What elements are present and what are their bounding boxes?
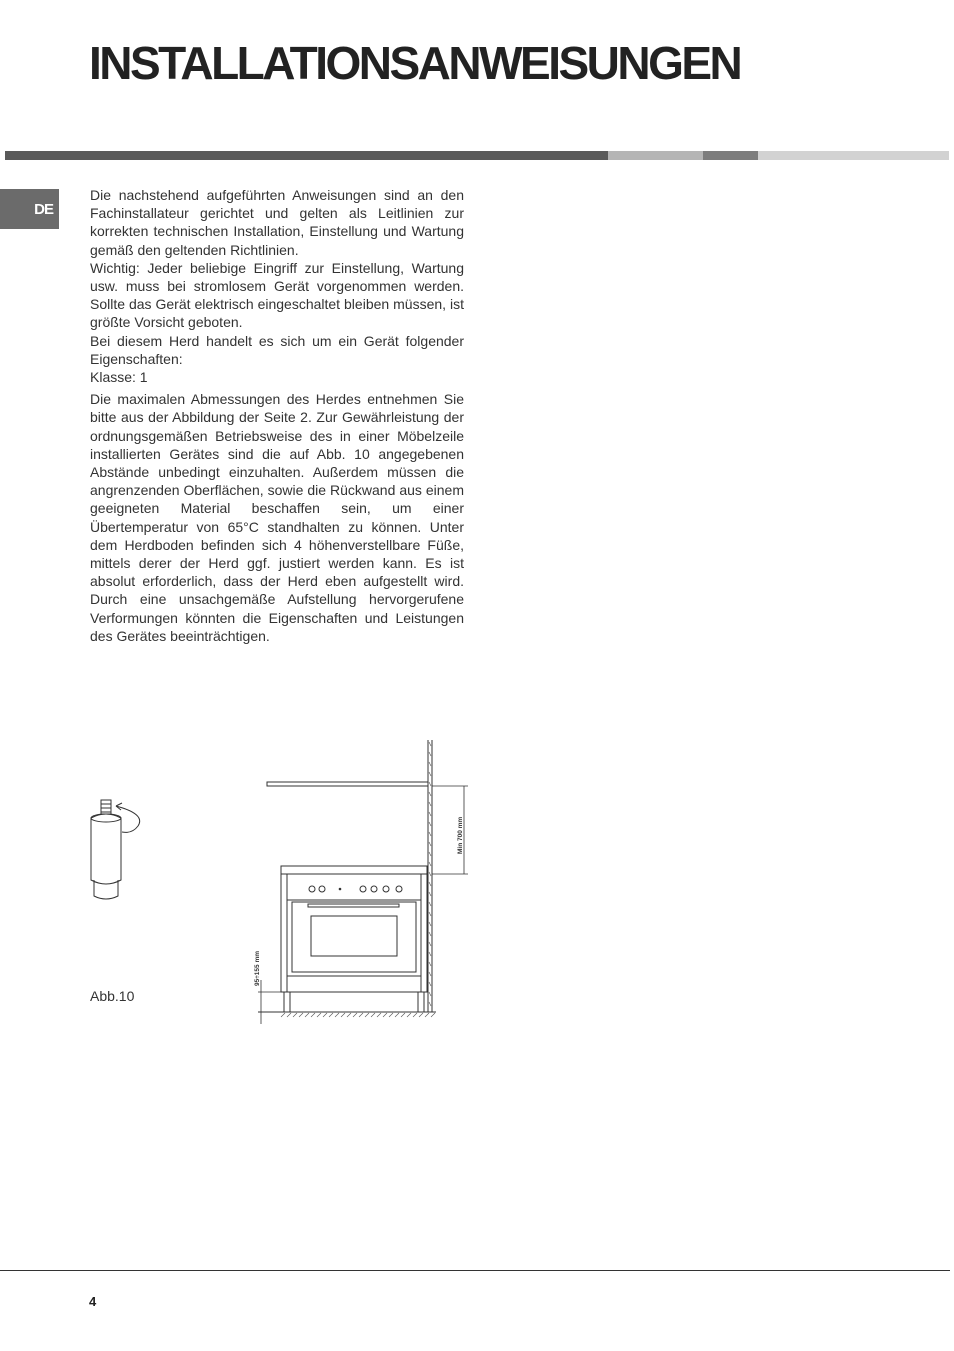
dimension-bottom-label: 95÷155 mm bbox=[254, 950, 261, 986]
paragraph-intro: Die nachstehend aufgeführten Anweisungen sind an den Fachinstallateur gerichtet und gelten als Leitlinien zur korrekten technischen Installation, Einstellung und Wartung gemäß den geltenden Richtlinien. bbox=[90, 187, 464, 258]
paragraph-dimensions: Die maximalen Abmessungen des Herdes entnehmen Sie bitte aus der Abbildung der Seite 2. Zur Gewährleistung der ordnungsgemäßen Betriebsweise des in einer Möbelzeile installierten Gerätes sind die auf Abb. 10 angegebenen Abstände unbedingt einzuhalten. Außerdem müssen die angrenzenden Oberflächen, sowie die Rückwand aus einem geeigneten Material beschaffen sein, um einer Übertemperatur von 65°C standhalten zu können. Unter dem Herdboden befinden sich 4 höhenverstellbare Füße, mittels derer der Herd ggf. justiert werden kann. Es ist absolut erforderlich, dass der Herd eben aufgestellt wird. Durch eine unsachgemäße Aufstellung hervorgerufene Verformungen könnten die Eigenschaften und Leistungen des Gerätes beeinträchtigen. bbox=[90, 391, 464, 644]
header-bar-mid2 bbox=[703, 151, 758, 160]
page-title: INSTALLATIONSANWEISUNGEN bbox=[89, 37, 741, 89]
header-bar-mid bbox=[608, 151, 703, 160]
installation-figure bbox=[80, 730, 480, 1030]
paragraph-important: Wichtig: Jeder beliebige Eingriff zur Einstellung, Wartung usw. muss bei stromlosem Gerät vorgenommen werden. Sollte das Gerät elektrisch eingeschaltet bleiben müssen, ist größte Vorsicht geboten. bbox=[90, 259, 464, 331]
figure-caption: Abb.10 bbox=[90, 988, 135, 1004]
body-text bbox=[90, 186, 464, 645]
cooker-drawing bbox=[281, 866, 427, 1012]
header-bar-dark bbox=[5, 151, 608, 160]
header-bar-light bbox=[758, 151, 949, 160]
page-number: 4 bbox=[89, 1294, 97, 1309]
language-tab: DE bbox=[0, 189, 59, 229]
footer-divider bbox=[0, 1270, 950, 1271]
dimension-bottom bbox=[258, 980, 284, 1024]
adjustable-foot-drawing bbox=[91, 800, 140, 899]
paragraph-properties: Bei diesem Herd handelt es sich um ein Gerät folgender Eigenschaften: bbox=[90, 332, 464, 367]
paragraph-class: Klasse: 1 bbox=[90, 369, 148, 386]
dimension-top-label: Min 700 mm bbox=[457, 816, 464, 854]
